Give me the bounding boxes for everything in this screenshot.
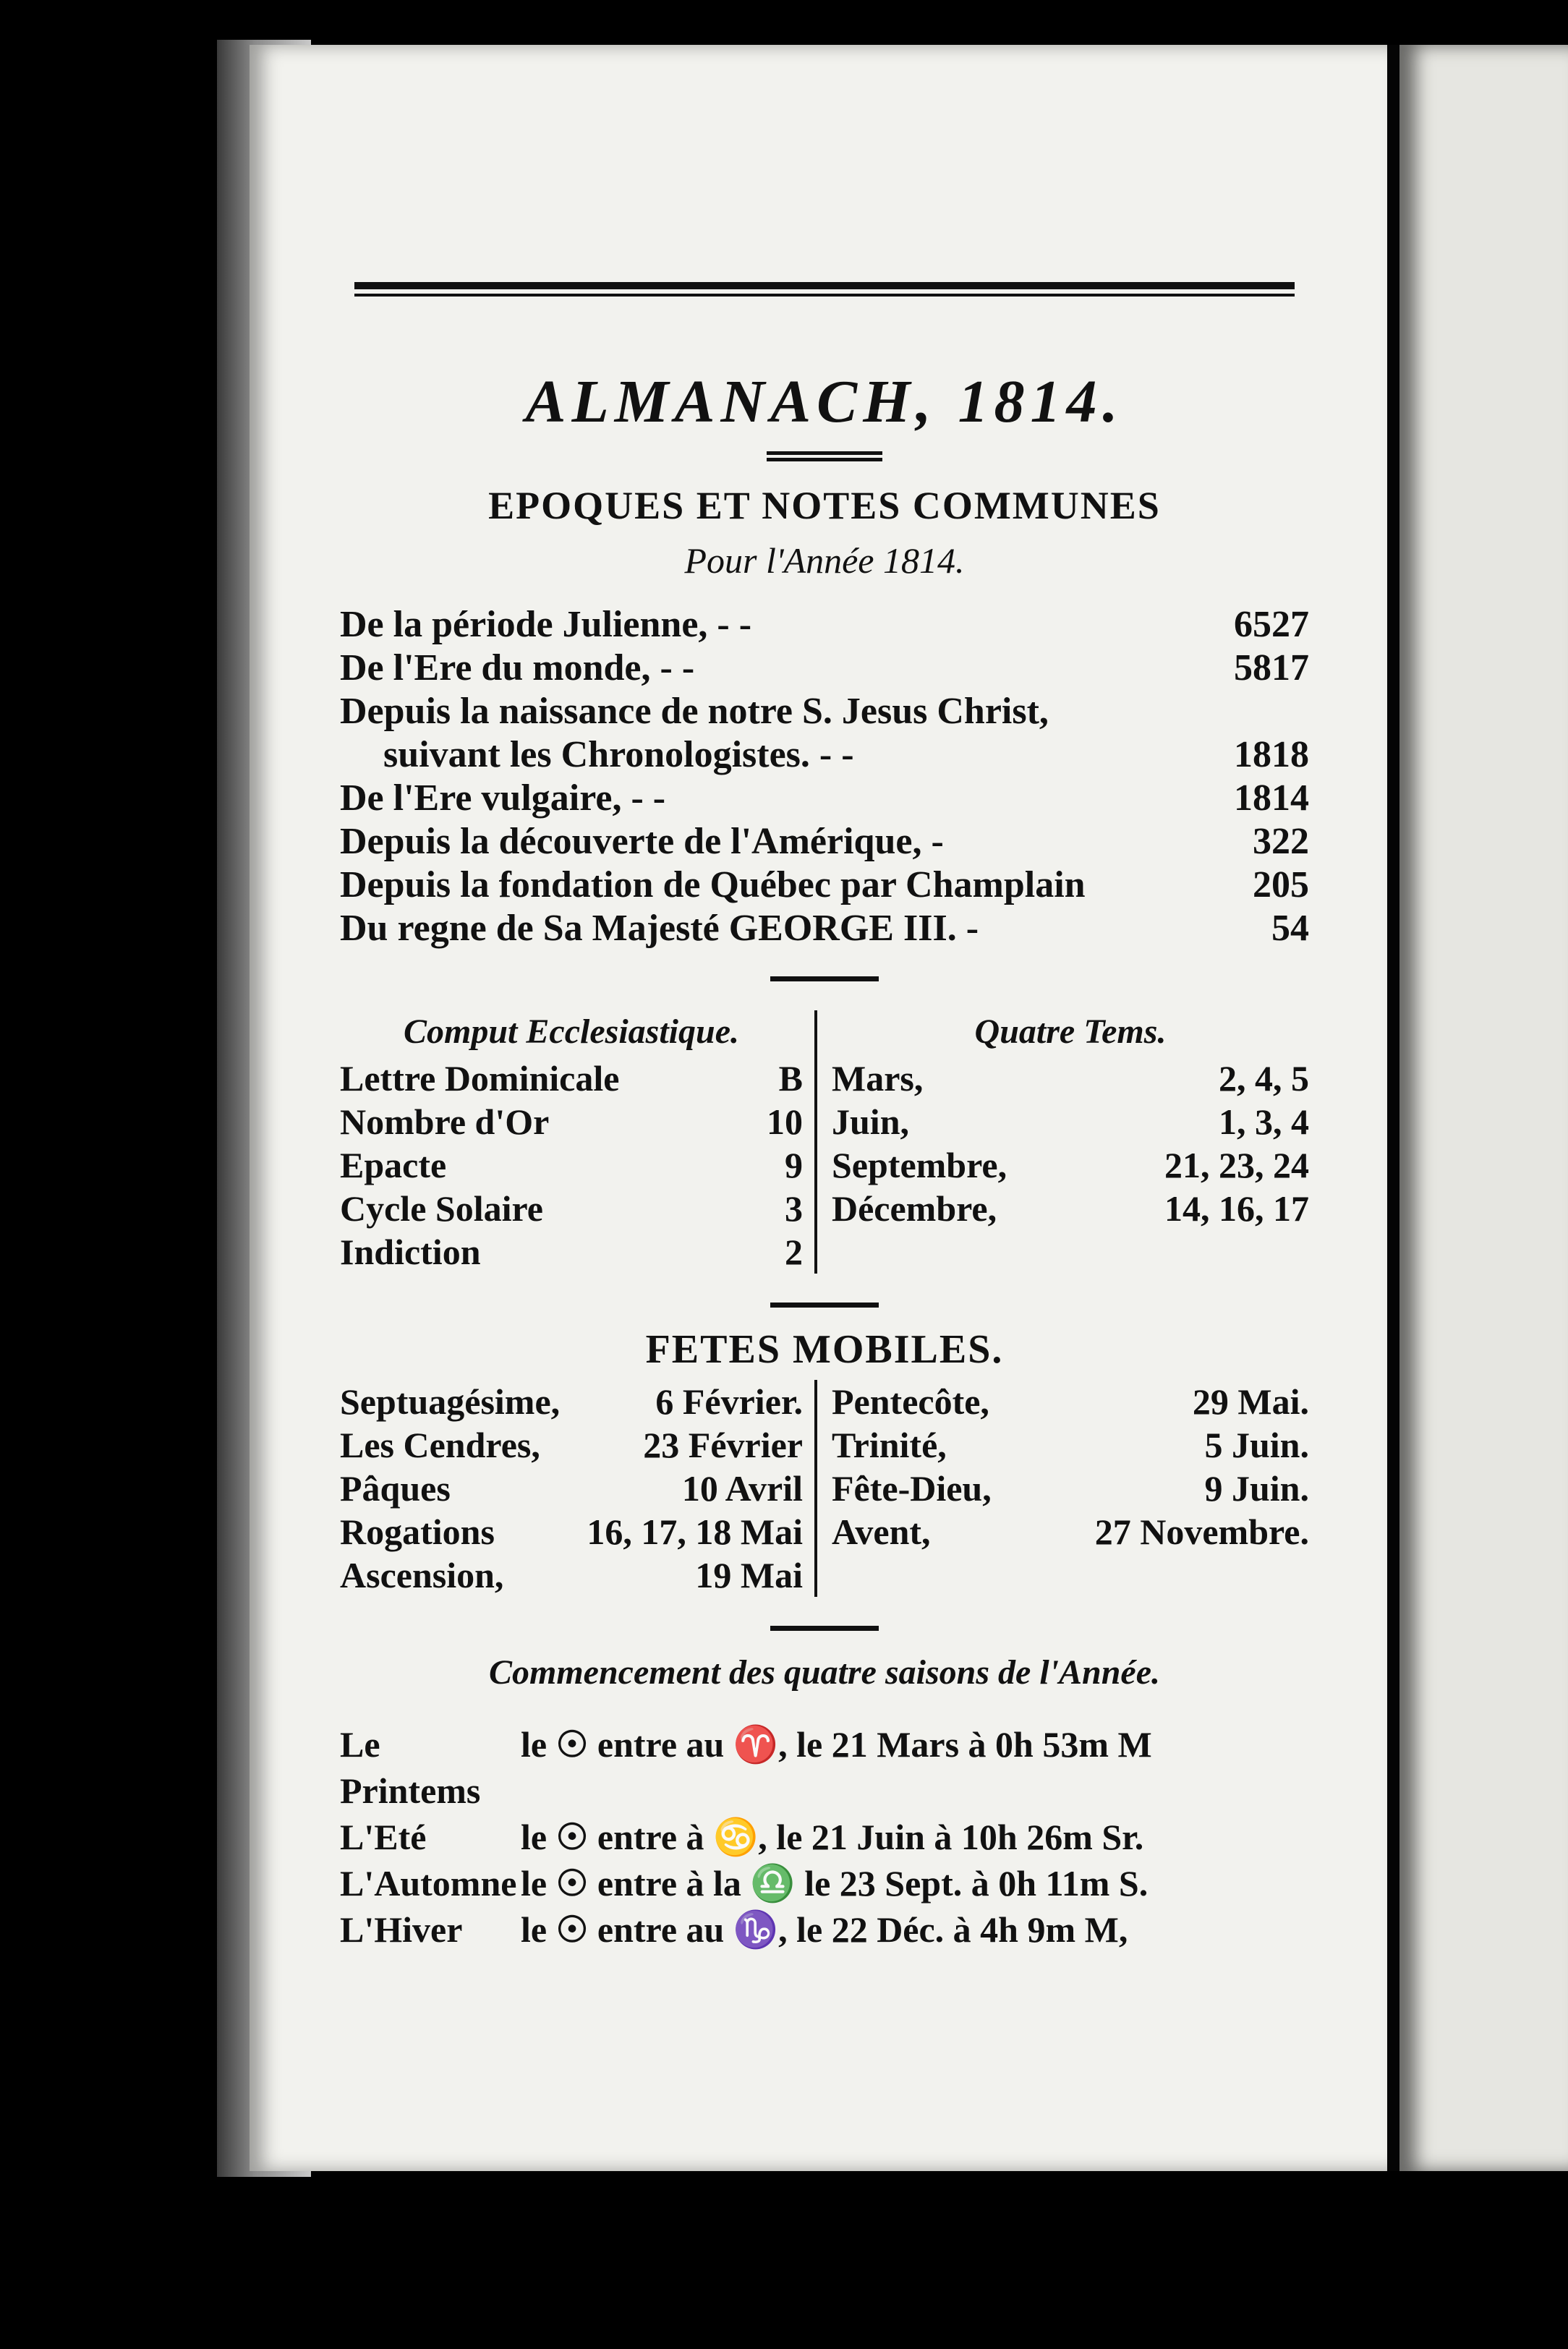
epoques-heading: EPOQUES ET NOTES COMMUNES bbox=[488, 484, 1161, 527]
season-name: Le Printems bbox=[340, 1724, 481, 1811]
fete-label: Pâques bbox=[340, 1468, 451, 1509]
epoch-label: De la période Julienne, - - bbox=[340, 604, 752, 645]
epoch-row bbox=[340, 733, 1309, 777]
computus-row bbox=[340, 1230, 803, 1274]
season-row bbox=[340, 1721, 1309, 1814]
epoch-value: 1814 bbox=[1234, 777, 1309, 819]
fete-row bbox=[340, 1510, 803, 1553]
fete-date: 23 Février bbox=[643, 1425, 803, 1465]
computus-value: 10 bbox=[767, 1101, 803, 1142]
epoch-value: 54 bbox=[1271, 908, 1309, 949]
computus-heading: Comput Ecclesiastique. bbox=[403, 1012, 739, 1051]
computus-value: 3 bbox=[785, 1188, 803, 1229]
computus-row bbox=[340, 1187, 803, 1230]
epoch-value bbox=[1222, 690, 1309, 733]
fete-row bbox=[832, 1423, 1309, 1467]
season-text: le ☉ entre à ♋, le 21 Juin à 10h 26m Sr. bbox=[521, 1817, 1144, 1857]
title-rule bbox=[767, 451, 882, 461]
fete-row bbox=[832, 1380, 1309, 1423]
fete-row bbox=[340, 1467, 803, 1510]
fete-date: 19 Mai bbox=[695, 1555, 803, 1595]
seasons-heading: Commencement des quatre saisons de l'Année. bbox=[488, 1653, 1161, 1692]
epoch-row bbox=[340, 690, 1309, 733]
fete-label: Avent, bbox=[832, 1512, 931, 1552]
computus-value: 2 bbox=[785, 1232, 803, 1272]
tems-value: 21, 23, 24 bbox=[1164, 1145, 1309, 1185]
fete-date: 6 Février. bbox=[655, 1381, 803, 1422]
computus-value: B bbox=[778, 1058, 803, 1099]
epoch-row bbox=[340, 820, 1309, 864]
epoch-row bbox=[340, 864, 1309, 907]
tems-value: 14, 16, 17 bbox=[1164, 1188, 1309, 1229]
epoch-label: Depuis la découverte de l'Amérique, - bbox=[340, 821, 944, 862]
epoch-row bbox=[340, 907, 1309, 950]
epoch-value: 1818 bbox=[1234, 734, 1309, 775]
fete-label: Trinité, bbox=[832, 1425, 947, 1465]
section-rule bbox=[770, 1626, 879, 1631]
epoch-row bbox=[340, 777, 1309, 820]
season-row bbox=[340, 1906, 1309, 1953]
season-row bbox=[340, 1814, 1309, 1860]
epoch-row bbox=[340, 647, 1309, 690]
fete-date: 27 Novembre. bbox=[1094, 1512, 1309, 1552]
season-text: le ☉ entre au ♑, le 22 Déc. à 4h 9m M, bbox=[521, 1909, 1128, 1950]
page-content bbox=[340, 282, 1309, 1953]
computus-label: Nombre d'Or bbox=[340, 1101, 550, 1142]
page-title: ALMANACH, 1814. bbox=[525, 368, 1124, 435]
computus-row bbox=[340, 1100, 803, 1143]
tems-label: Juin, bbox=[832, 1101, 910, 1142]
computus-label: Lettre Dominicale bbox=[340, 1058, 620, 1099]
fete-date: 16, 17, 18 Mai bbox=[587, 1512, 803, 1552]
season-row bbox=[340, 1860, 1309, 1906]
seasons-list bbox=[340, 1721, 1309, 1953]
season-name: L'Hiver bbox=[340, 1909, 463, 1950]
fete-label: Fête-Dieu, bbox=[832, 1468, 992, 1509]
tems-label: Septembre, bbox=[832, 1145, 1007, 1185]
epoch-label: Du regne de Sa Majesté GEORGE III. - bbox=[340, 908, 979, 949]
season-name: L'Automne bbox=[340, 1863, 517, 1904]
top-double-rule bbox=[354, 282, 1295, 298]
epoch-label: Depuis la fondation de Québec par Champlain bbox=[340, 864, 1086, 905]
epoch-label: suivant les Chronologistes. - - bbox=[383, 734, 854, 775]
tems-row bbox=[832, 1143, 1309, 1187]
computus-column bbox=[340, 1010, 814, 1274]
epoques-subheading: Pour l'Année 1814. bbox=[684, 540, 965, 581]
quatre-tems-heading: Quatre Tems. bbox=[974, 1012, 1167, 1051]
fetes-mobiles bbox=[340, 1380, 1309, 1597]
season-text: le ☉ entre au ♈, le 21 Mars à 0h 53m M bbox=[521, 1724, 1152, 1765]
computus-label: Indiction bbox=[340, 1232, 481, 1272]
fete-label: Les Cendres, bbox=[340, 1425, 540, 1465]
computus-row bbox=[340, 1143, 803, 1187]
fetes-right-column bbox=[814, 1380, 1309, 1597]
tems-value: 1, 3, 4 bbox=[1219, 1101, 1309, 1142]
fete-label: Rogations bbox=[340, 1512, 495, 1552]
season-name: L'Eté bbox=[340, 1817, 427, 1857]
epoch-value: 205 bbox=[1253, 864, 1309, 905]
tems-row bbox=[832, 1057, 1309, 1100]
computus-and-tems bbox=[340, 1010, 1309, 1274]
fete-row bbox=[340, 1380, 803, 1423]
season-text: le ☉ entre à la ♎ le 23 Sept. à 0h 11m S. bbox=[521, 1863, 1149, 1904]
epoch-row bbox=[340, 603, 1309, 647]
section-rule bbox=[770, 1303, 879, 1308]
fete-date: 29 Mai. bbox=[1192, 1381, 1309, 1422]
computus-label: Epacte bbox=[340, 1145, 447, 1185]
fete-label: Pentecôte, bbox=[832, 1381, 989, 1422]
epochs-list bbox=[340, 603, 1309, 950]
tems-row bbox=[832, 1100, 1309, 1143]
epoch-label: Depuis la naissance de notre S. Jesus Christ, bbox=[340, 691, 1049, 732]
epoch-value: 322 bbox=[1253, 821, 1309, 862]
fetes-heading: FETES MOBILES. bbox=[645, 1327, 1004, 1372]
next-page-fragment bbox=[1399, 45, 1568, 2171]
fete-label: Septuagésime, bbox=[340, 1381, 561, 1422]
computus-row bbox=[340, 1057, 803, 1100]
fete-date: 9 Juin. bbox=[1204, 1468, 1309, 1509]
epoch-label: De l'Ere vulgaire, - - bbox=[340, 777, 666, 819]
epoch-label: De l'Ere du monde, - - bbox=[340, 647, 695, 688]
epoch-value: 5817 bbox=[1234, 647, 1309, 688]
fete-row bbox=[832, 1467, 1309, 1510]
tems-label: Décembre, bbox=[832, 1188, 997, 1229]
tems-row bbox=[832, 1187, 1309, 1230]
tems-value: 2, 4, 5 bbox=[1219, 1058, 1309, 1099]
quatre-tems-column bbox=[814, 1010, 1309, 1274]
fete-row bbox=[340, 1553, 803, 1597]
computus-value: 9 bbox=[785, 1145, 803, 1185]
section-rule bbox=[770, 976, 879, 981]
fete-row bbox=[832, 1510, 1309, 1553]
epoch-value: 6527 bbox=[1234, 604, 1309, 645]
tems-label: Mars, bbox=[832, 1058, 924, 1099]
fete-date: 10 Avril bbox=[681, 1468, 803, 1509]
fete-row bbox=[340, 1423, 803, 1467]
fete-label: Ascension, bbox=[340, 1555, 504, 1595]
fetes-left-column bbox=[340, 1380, 814, 1597]
fete-date: 5 Juin. bbox=[1204, 1425, 1309, 1465]
computus-label: Cycle Solaire bbox=[340, 1188, 543, 1229]
